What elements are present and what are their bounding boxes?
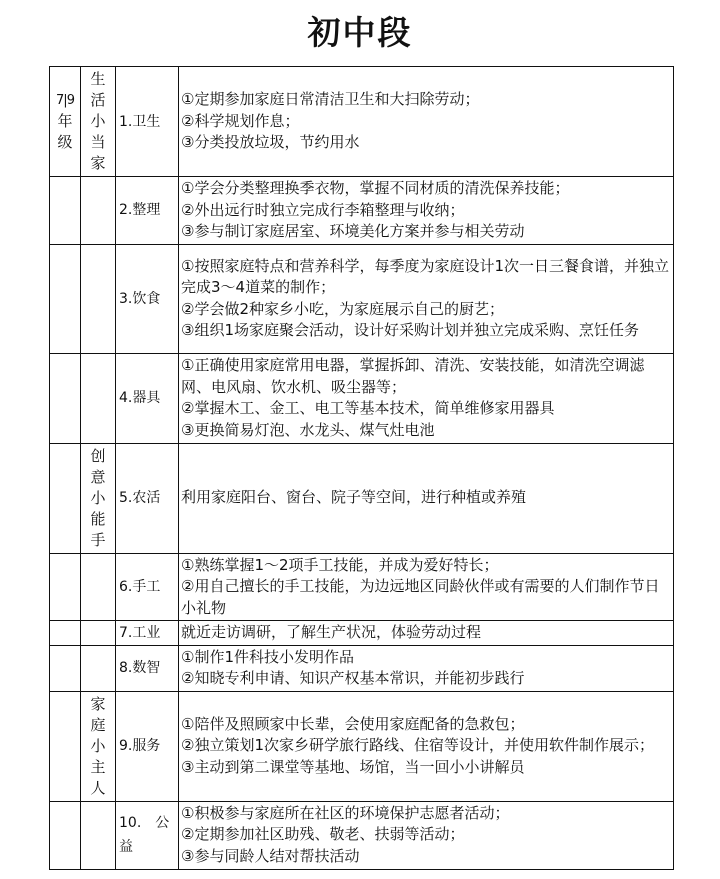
item-content: [179, 645, 674, 691]
category-char: 人: [90, 778, 106, 797]
category-char: 当: [90, 133, 106, 151]
content-line: ①积极参与家庭所在社区的环境保护志愿者活动；: [181, 803, 510, 822]
content-line: ①制作1件科技小发明作品: [181, 647, 354, 666]
item-content: [179, 691, 674, 801]
content-line: 利用家庭阳台、窗台、院子等空间，进行种植或养殖: [181, 488, 527, 507]
category-cell-empty: [81, 553, 116, 621]
category-host: [81, 691, 116, 801]
category-cell-empty: [81, 244, 116, 353]
category-cell-empty: [81, 177, 116, 245]
category-cell-empty: [81, 801, 116, 869]
item-content: [179, 621, 674, 646]
table-row: [50, 67, 674, 177]
category-cell-empty: [81, 621, 116, 646]
content-line: ②外出远行时独立完成行李箱整理与收纳；: [181, 200, 465, 219]
item-label: 2.整理: [116, 177, 179, 245]
content-line: ①熟练掌握1～2项手工技能，并成为爱好特长；: [181, 555, 499, 574]
table-row: [50, 691, 674, 801]
item-label: 3.饮食: [116, 244, 179, 353]
grade-label-char: 级: [57, 133, 73, 151]
table-row: [50, 353, 674, 443]
content-line: ②科学规划作息；: [181, 111, 300, 130]
table-row: [50, 177, 674, 245]
category-char: 生: [90, 70, 106, 88]
grade-cell-empty: [50, 691, 81, 801]
grade-cell-empty: [50, 177, 81, 245]
item-content: [179, 553, 674, 621]
content-line: ③参与同龄人结对帮扶活动: [181, 846, 360, 865]
grade-cell-empty: [50, 645, 81, 691]
content-line: ②学会做2种家乡小吃，为家庭展示自己的厨艺；: [181, 299, 504, 318]
content-line: ③参与制订家庭居室、环境美化方案并参与相关劳动: [181, 222, 525, 240]
grade-cell-empty: [50, 244, 81, 353]
curriculum-table: [49, 66, 674, 870]
category-char: 家: [90, 694, 106, 713]
category-cell-empty: [81, 645, 116, 691]
table-row: [50, 801, 674, 869]
category-char: 庭: [90, 715, 106, 734]
grade-label-char: 年: [57, 112, 73, 130]
item-content: [179, 244, 674, 353]
category-char: 主: [90, 757, 106, 776]
grade-cell-empty: [50, 621, 81, 646]
grade-cell-empty: [50, 443, 81, 553]
item-label: 5.农活: [116, 443, 179, 553]
category-char: 活: [90, 91, 106, 109]
category-char: 小: [90, 736, 106, 755]
content-line: ②掌握木工、金工、电工等基本技术，简单维修家用器具: [181, 399, 555, 417]
item-label: 10. 公益: [116, 801, 179, 869]
category-char: 手: [90, 530, 106, 549]
content-line: ①定期参加家庭日常清洁卫生和大扫除劳动；: [181, 90, 480, 109]
content-line: ②用自己擅长的手工技能，为边远地区同龄伙伴或有需要的人们制作节日小礼物: [181, 577, 660, 617]
table-row: [50, 244, 674, 353]
content-line: ①陪伴及照顾家中长辈，会使用家庭配备的急救包；: [181, 714, 525, 733]
table-row: [50, 645, 674, 691]
content-line: ③主动到第二课堂等基地、场馆，当一回小小讲解员: [181, 757, 525, 776]
item-content: [179, 67, 674, 177]
category-char: 创: [90, 446, 106, 465]
category-char: 能: [90, 509, 106, 528]
item-content: [179, 801, 674, 869]
content-line: ②独立策划1次家乡研学旅行路线、住宿等设计，并使用软件制作展示；: [181, 736, 654, 755]
item-content: [179, 353, 674, 443]
category-creative: [81, 443, 116, 553]
item-label: 4.器具: [116, 353, 179, 443]
category-char: 意: [90, 467, 106, 486]
item-content: [179, 177, 674, 245]
item-label: 1.卫生: [116, 67, 179, 177]
grade-cell-empty: [50, 801, 81, 869]
content-line: ②知晓专利申请、知识产权基本常识，并能初步践行: [181, 669, 525, 687]
item-label: 7.工业: [116, 621, 179, 646]
page-title: 初中段: [307, 13, 413, 52]
content-line: ③分类投放垃圾，节约用水: [181, 133, 360, 152]
content-line: ①正确使用家庭常用电器，掌握拆卸、清洗、安装技能，如清洗空调滤网、电风扇、饮水机、吸尘器等；: [181, 356, 645, 396]
grade-cell-empty: [50, 553, 81, 621]
category-life: [81, 67, 116, 177]
table-row: [50, 443, 674, 553]
content-line: ②定期参加社区助残、敬老、扶弱等活动；: [181, 825, 465, 844]
content-line: ①按照家庭特点和营养科学，每季度为家庭设计1次一日三餐食谱，并独立完成3～4道菜的制作；: [181, 256, 669, 296]
content-line: ③组织1场家庭聚会活动，设计好采购计划并独立完成采购、烹饪任务: [181, 321, 639, 339]
category-cell-empty: [81, 353, 116, 443]
item-label: 6.手工: [116, 553, 179, 621]
table-row: [50, 553, 674, 621]
item-label: 9.服务: [116, 691, 179, 801]
category-char: 家: [90, 154, 106, 172]
category-char: 小: [90, 488, 106, 507]
table-row: [50, 621, 674, 646]
content-line: 就近走访调研，了解生产状况，体验劳动过程: [181, 623, 482, 641]
item-content: [179, 443, 674, 553]
grade-label: 7|9: [56, 93, 74, 108]
item-label: 8.数智: [116, 645, 179, 691]
category-char: 小: [90, 112, 106, 130]
grade-cell-empty: [50, 353, 81, 443]
grade-cell: [50, 67, 81, 177]
content-line: ③更换简易灯泡、水龙头、煤气灶电池: [181, 420, 435, 439]
content-line: ①学会分类整理换季衣物，掌握不同材质的清洗保养技能；: [181, 179, 570, 197]
